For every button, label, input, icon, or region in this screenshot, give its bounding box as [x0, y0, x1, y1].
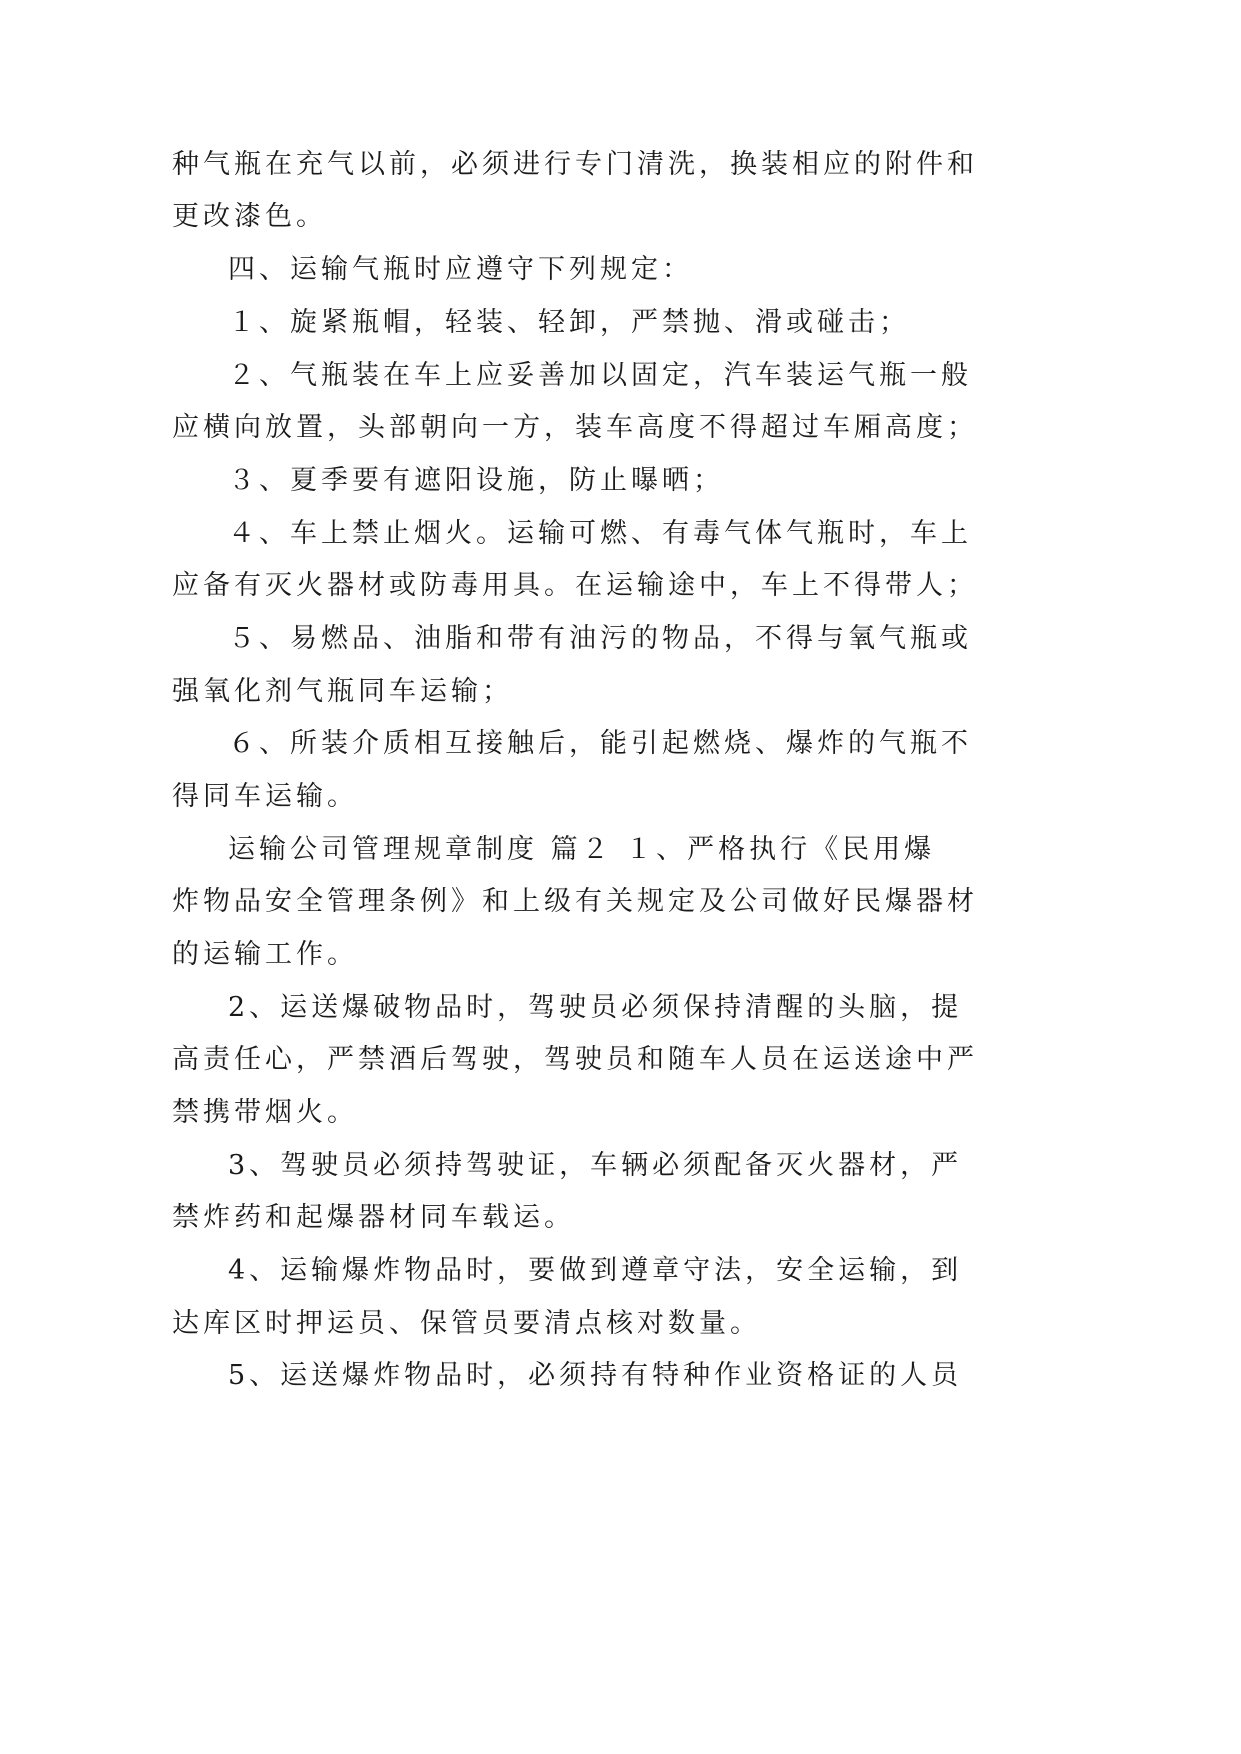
text-line: 种气瓶在充气以前，必须进行专门清洗，换装相应的附件和 — [172, 149, 978, 180]
text-line: ３、夏季要有遮阳设施，防止曝晒； — [228, 465, 724, 496]
text-line: 应备有灭火器材或防毒用具。在运输途中，车上不得带人； — [172, 570, 978, 601]
text-line: 高责任心，严禁酒后驾驶，驾驶员和随车人员在运送途中严 — [172, 1044, 978, 1075]
text-line: 2、运送爆破物品时，驾驶员必须保持清醒的头脑，提 — [228, 992, 963, 1023]
text-line: 达库区时押运员、保管员要清点核对数量。 — [172, 1308, 761, 1339]
text-line: 的运输工作。 — [172, 939, 358, 970]
text-line: 应横向放置，头部朝向一方，装车高度不得超过车厢高度； — [172, 412, 978, 443]
text-line: 禁携带烟火。 — [172, 1097, 358, 1128]
text-line: 5、运送爆炸物品时，必须持有特种作业资格证的人员 — [228, 1360, 963, 1391]
text-line: 禁炸药和起爆器材同车载运。 — [172, 1202, 575, 1233]
text-line: ２、气瓶装在车上应妥善加以固定，汽车装运气瓶一般 — [228, 360, 972, 391]
text-line: ５、易燃品、油脂和带有油污的物品，不得与氧气瓶或 — [228, 623, 972, 654]
text-line: 炸物品安全管理条例》和上级有关规定及公司做好民爆器材 — [172, 886, 978, 917]
text-line: 更改漆色。 — [172, 201, 327, 232]
text-line: 4、运输爆炸物品时，要做到遵章守法，安全运输，到 — [228, 1255, 963, 1286]
text-line: ４、车上禁止烟火。运输可燃、有毒气体气瓶时，车上 — [228, 518, 972, 549]
section-heading-line: 运输公司管理规章制度 篇２ １、严格执行《民用爆 — [228, 834, 936, 865]
text-line: 得同车运输。 — [172, 781, 358, 812]
text-line: 四、运输气瓶时应遵守下列规定： — [228, 254, 693, 285]
text-line: １、旋紧瓶帽，轻装、轻卸，严禁抛、滑或碰击； — [228, 307, 910, 338]
text-line: ６、所装介质相互接触后，能引起燃烧、爆炸的气瓶不 — [228, 728, 972, 759]
text-line: 3、驾驶员必须持驾驶证，车辆必须配备灭火器材，严 — [228, 1150, 963, 1181]
text-line: 强氧化剂气瓶同车运输； — [172, 676, 513, 707]
